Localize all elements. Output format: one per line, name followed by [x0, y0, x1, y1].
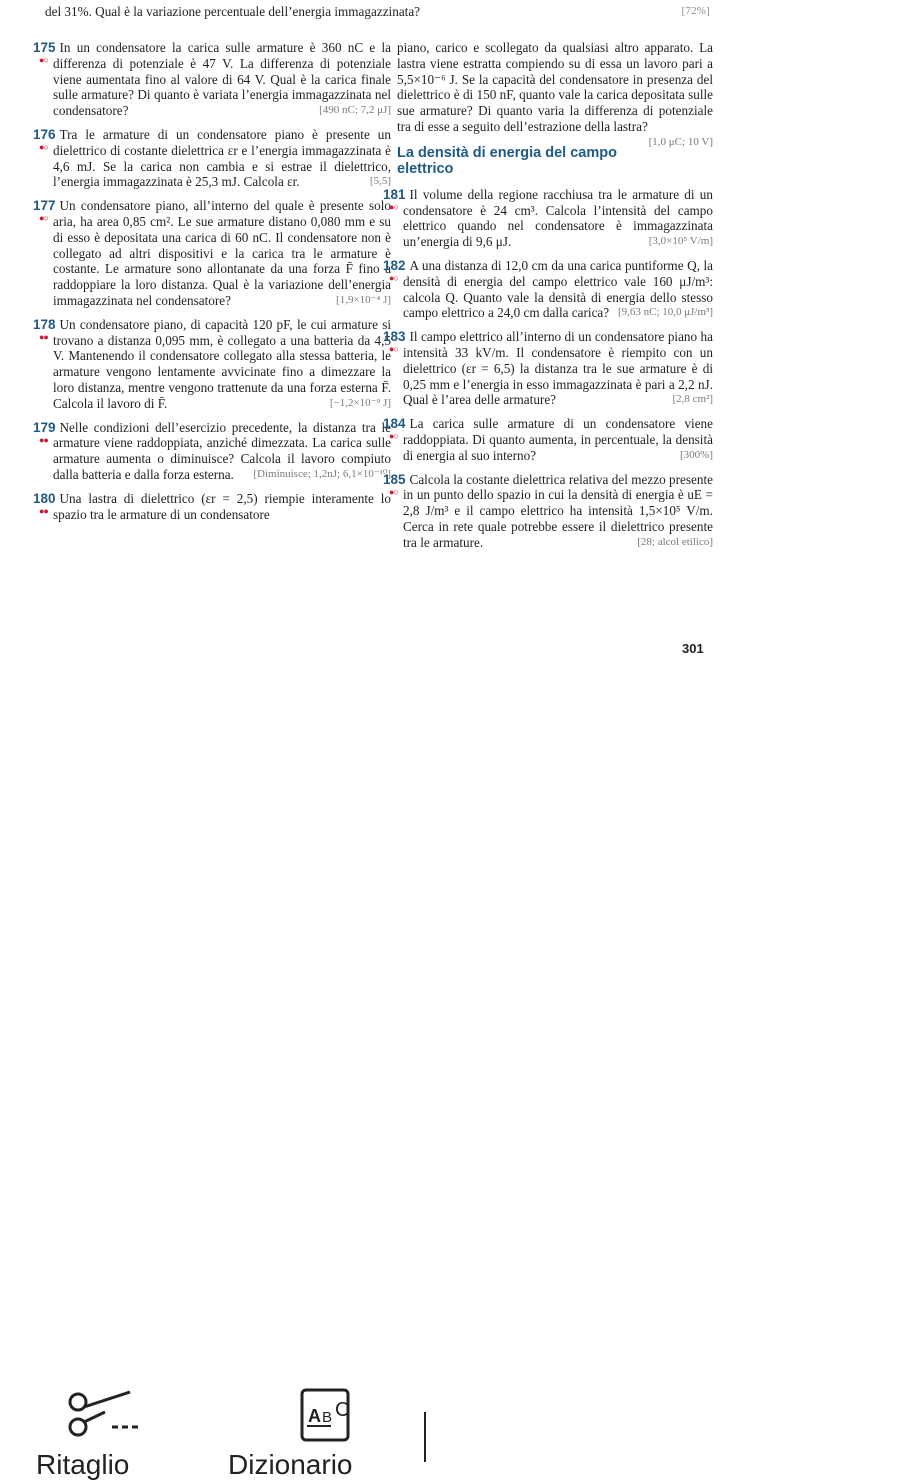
- problem-number: 175: [33, 40, 56, 55]
- problem-179: [33, 420, 391, 483]
- section-title: La densità di energia del campo elettrico: [397, 144, 617, 177]
- difficulty-dots: ●○: [39, 141, 48, 152]
- difficulty-dots: ●●: [39, 331, 48, 342]
- problem-180: [33, 491, 391, 523]
- problem-number: 176: [33, 126, 56, 142]
- problem-177: [33, 198, 391, 309]
- problem-180-continuation: piano, carico e scollegato da qualsiasi altro apparato. La lastra viene estratta compiendo su di essa un lavoro pari a 5,5×10⁻⁶ J. Se la capacità del condensatore in presenza del dielettrico è di 150 nF, quanto vale la carica depositata sulle sue armature? Di quanto varia la differenza di potenziale tra di esse a seguito dell’estrazione della lastra? [1,0 μC; 10 V]: [383, 40, 713, 135]
- problem-answer: [300%]: [680, 448, 713, 461]
- problem-answer: [9,63 nC; 10,0 μJ/m³]: [617, 306, 713, 319]
- dictionary-icon: [285, 1382, 355, 1442]
- right-column: [383, 40, 713, 559]
- left-column: [33, 40, 391, 530]
- problem-answer: [2,8 cm²]: [672, 393, 713, 406]
- textbook-page: [0, 0, 900, 660]
- problem-176: [33, 127, 391, 190]
- problem-text: Una lastra di dielettrico (εr = 2,5) riempie interamente lo spazio tra le armature di un condensatore: [53, 490, 391, 522]
- problem-185: [383, 472, 713, 551]
- right-problems: [383, 187, 713, 551]
- problem-number: 178: [33, 316, 56, 332]
- problem-175: [33, 40, 391, 119]
- problem-text: Tra le armature di un condensatore piano è presente un dielettrico di costante dielettrica εr e l’energia immagazzinata è 4,6 mJ. Se la carica non cambia e si estrae il dielettrico, l’energia immagazzinata è 25,3 mJ. Calcola εr.: [53, 126, 391, 190]
- problem-answer: [28; alcol etilico]: [637, 535, 713, 548]
- cut-tool-label: Ritaglio: [36, 1449, 130, 1480]
- problem-answer: [490 nC; 7,2 μJ]: [319, 104, 391, 117]
- difficulty-dots: ●●: [39, 505, 48, 516]
- problem-text: Calcola la costante dielettrica relativa del mezzo presente in un punto dello spazio in cui la densità di energia è uE = 2,8 J/m³ e il campo elettrico ha intensità 1,5×10⁵ V/m. Cerca in rete quale potrebbe essere il dielettrico presente tra le armature.: [403, 471, 713, 550]
- problem-number: 180: [33, 490, 56, 506]
- difficulty-dots: ●○: [39, 213, 48, 224]
- svg-text:B: B: [322, 1409, 333, 1426]
- problem-181: [383, 187, 713, 250]
- problem-183: [383, 329, 713, 408]
- problem-number: 185: [383, 471, 406, 487]
- problem-answer: [Diminuisce; 1,2nJ; 6,1×10⁻¹⁰]: [253, 467, 391, 480]
- difficulty-dots: ●○: [389, 344, 398, 355]
- bottom-toolbar: [0, 660, 900, 1480]
- problem-answer: [5,5]: [369, 175, 391, 188]
- problem-number: 177: [33, 198, 56, 214]
- problem-text: Il volume della regione racchiusa tra le armature di un condensatore è 24 cm³. Calcola l’intensità del campo elettrico quando nel condensatore è immagazzinata un’energia di 9,6 μJ.: [403, 186, 713, 250]
- problem-number: 184: [383, 416, 406, 432]
- problem-number: 182: [383, 257, 406, 273]
- dictionary-tool-label: Dizionario: [228, 1449, 353, 1480]
- previous-problem-tail: del 31%. Qual è la variazione percentuale dell’energia immagazzinata?: [45, 4, 421, 19]
- problem-number: 181: [383, 186, 406, 202]
- difficulty-dots: ●●: [39, 434, 48, 445]
- dictionary-tool-button[interactable]: [265, 1382, 375, 1447]
- problem-text: In un condensatore la carica sulle armature è 360 nC e la differenza di potenziale è 47 V. La differenza di potenziale viene aumentata fino al valore di 64 V. Qual è la carica finale sulle armature? Di quanto è variata l’energia immagazzinata nel condensatore?: [53, 40, 391, 119]
- problem-answer: [1,9×10⁻⁴ J]: [336, 293, 391, 306]
- problem-text: Nelle condizioni dell’esercizio precedente, la distanza tra le armature viene raddoppiata, anziché dimezzata. La carica sulle armature aumenta o diminuisce? Calcola il lavoro compiuto dalla batteria e dalla forza esterna.: [53, 419, 391, 482]
- difficulty-dots: ●○: [389, 431, 398, 442]
- problem-answer: [−1,2×10⁻⁹ J]: [329, 396, 391, 409]
- problem-text: Il campo elettrico all’interno di un condensatore piano ha intensità 33 kV/m. Il condensatore è riempito con un dielettrico (εr = 6,5) la distanza tra le sue armature è di 0,25 mm e l’energia in esso immagazzinata è pari a 2,2 nJ. Qual è l’area delle armature?: [403, 329, 713, 408]
- difficulty-dots: ●○: [389, 272, 398, 283]
- cut-tool-button[interactable]: [55, 1382, 145, 1447]
- toolbar-divider: [424, 1412, 426, 1462]
- problem-text: Un condensatore piano, all’interno del quale è presente solo aria, ha area 0,85 cm². Le sue armature distano 0,080 mm e su di esso è depositata una carica di 60 nC. Il condensatore non è collegato ad altri dispositivi e la carica tra le armature è costante. Le armature sono allontanate da una forza F̄ fino a raddoppiare la loro distanza. Qual è la variazione dell’energia immagazzinata nel condensatore?: [53, 198, 391, 308]
- problem-178: [33, 317, 391, 412]
- problem-number: 179: [33, 419, 56, 435]
- problem-number: 183: [383, 329, 406, 345]
- problem-answer: [3,0×10⁵ V/m]: [648, 235, 713, 248]
- difficulty-dots: ●○: [389, 201, 398, 212]
- scissors-icon: [60, 1382, 140, 1442]
- previous-problem-answer: [72%]: [681, 5, 710, 17]
- problem-182: [383, 258, 713, 321]
- problem-text: La carica sulle armature di un condensatore viene raddoppiata. Di quanto aumenta, in percentuale, la densità di energia al suo interno?: [403, 416, 713, 463]
- page-number: 301: [682, 641, 704, 656]
- difficulty-dots: ●○: [389, 486, 398, 497]
- problem-text: Un condensatore piano, di capacità 120 pF, le cui armature si trovano a distanza 0,095 mm, è collegato a una batteria da 4,5 V. Mantenendo il condensatore collegato alla stessa batteria, le armature vengono lentamente avvicinate fino a dimezzare la loro distanza, mentre vengono trattenute da una forza esterna F̄. Calcola il lavoro di F̄.: [53, 316, 391, 411]
- problem-184: [383, 416, 713, 463]
- svg-text:C: C: [335, 1399, 350, 1421]
- problem-180-answer: [1,0 μC; 10 V]: [648, 135, 713, 148]
- svg-text:A: A: [308, 1406, 321, 1426]
- problem-text: A una distanza di 12,0 cm da una carica puntiforme Q, la densità di energia del campo elettrico vale 160 μJ/m³: calcola Q. Quanto vale la densità di energia dello stesso campo elettrico a 24,0 cm dalla carica?: [403, 257, 713, 321]
- difficulty-dots: ●○: [39, 55, 48, 65]
